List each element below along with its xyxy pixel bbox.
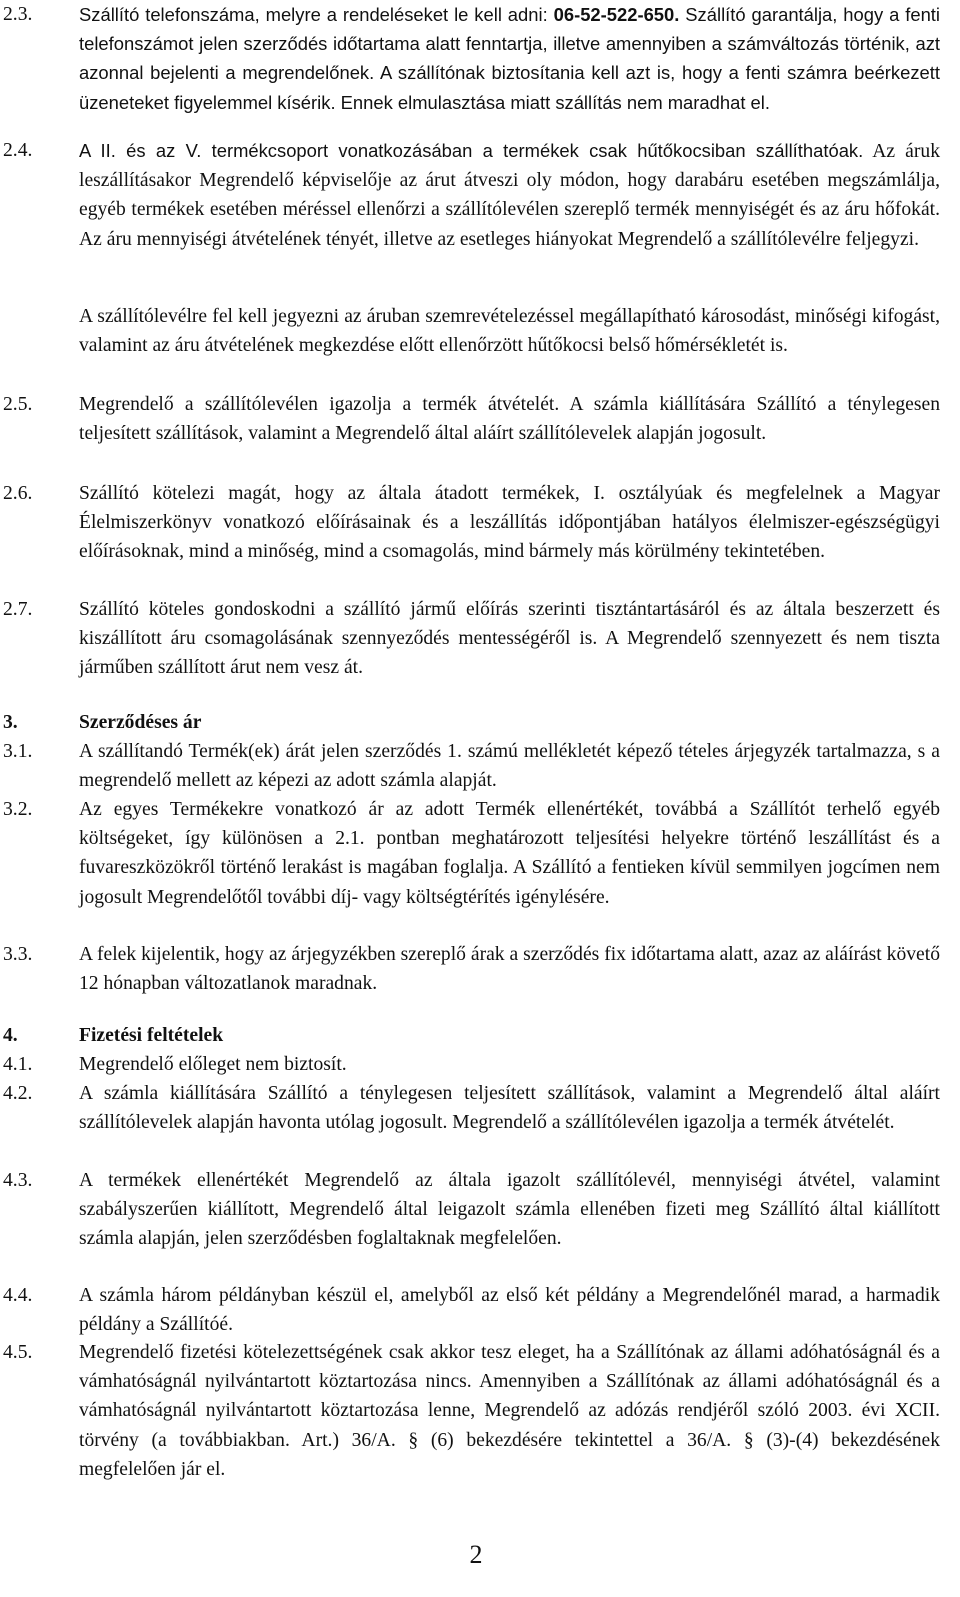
clause-text	[79, 0, 940, 117]
clause-number: 2.5.	[3, 394, 33, 415]
section-title: Fizetési feltételek	[79, 1025, 224, 1046]
clause-text-paragraph-2: A szállítólevélre fel kell jegyezni az áruban szemrevételezéssel megállapítható károsodást, minőségi kifogást, valamint az áru átvételének megkezdése előtt ellenőrzött hűtőkocsi belső hőmérsékletét is.	[79, 306, 940, 357]
clause-number: 4.1.	[3, 1054, 33, 1075]
clause-text: A termékek ellenértékét Megrendelő az általa igazolt szállítólevél, mennyiségi átvétel, valamint szabályszerűen kiállított, Megrendelő által leigazolt számla ellenében fizeti meg Szállító által kiállított számla alapján, jelen szerződésben foglaltaknak megfelelően.	[79, 1170, 940, 1250]
clause-text-intro: Szállító telefonszáma, melyre a rendeléseket le kell adni:	[79, 4, 554, 25]
page-number: 2	[469, 1540, 483, 1569]
clause-text-rest: Szállító garantálja, hogy a fenti telefonszámot jelen szerződés időtartama alatt fenntartja, illetve amennyiben a számváltozás történik, azt azonnal bejelenti a megrendelőnek. A szállítónak biztosítania kell azt is, hogy a fenti számra beérkezett üzeneteket figyelemmel kísérik. Ennek elmulasztása miatt szállítás nem maradhat el.	[79, 4, 940, 113]
section-number: 4.	[3, 1025, 18, 1046]
clause-text: A számla kiállítására Szállító a ténylegesen teljesített szállítások, valamint a Megrendelő által aláírt szállítólevelek alapján havonta utólag jogosult. Megrendelő a szállítólevélen igazolja a termék átvételét.	[79, 1083, 940, 1134]
phone-number: 06-52-522-650.	[553, 4, 680, 25]
clause-number: 2.3.	[3, 4, 33, 25]
clause-text: A számla három példányban készül el, amelyből az első két példány a Megrendelőnél marad, a harmadik példány a Szállítóé.	[79, 1285, 940, 1336]
section-title: Szerződéses ár	[79, 712, 202, 733]
section-number: 3.	[3, 712, 18, 733]
clause-text: Megrendelő fizetési kötelezettségének csak akkor tesz eleget, ha a Szállítónak az állami adóhatóságnál és a vámhatóságnál nyilvántartott köztartozása nincs. Amennyiben a Szállítónak az állami adóhatóságnál és a vámhatóságnál nyilvántartott köztartozása lenne, Megrendelő az adózás rendjéről szóló 2003. évi XCII. törvény (a továbbiakban. Art.) 36/A. § (6) bekezdésére tekintettel a 36/A. § (3)-(4) bekezdésének megfelelően jár el.	[79, 1342, 940, 1480]
clause-text: Megrendelő a szállítólevélen igazolja a termék átvételét. A számla kiállítására Szállító a ténylegesen teljesített szállítások, valamint a Megrendelő által aláírt szállítólevelek alapján jogosult.	[79, 394, 940, 445]
clause-text-rest: Az áruk leszállításakor Megrendelő képviselője az árut átveszi oly módon, hogy darabáru esetében megszámlálja, egyéb termékek esetében méréssel ellenőrzi a szállítólevélen szereplő termék mennyiségét és az áru hőfokát. Az áru mennyiségi átvételének tényét, illetve az esetleges hiányokat Megrendelő a szállítólevélre feljegyzi.	[79, 141, 940, 250]
clause-number: 2.4.	[3, 140, 33, 161]
clause-number: 2.6.	[3, 483, 33, 504]
clause-number: 4.2.	[3, 1083, 33, 1104]
clause-text: Megrendelő előleget nem biztosít.	[79, 1054, 347, 1075]
clause-text: A szállítandó Termék(ek) árát jelen szerződés 1. számú mellékletét képező tételes árjegyzék tartalmazza, s a megrendelő mellett az képezi az adott számla alapját.	[79, 741, 940, 792]
clause-number: 4.3.	[3, 1170, 33, 1191]
clause-text: Az egyes Termékekre vonatkozó ár az adott Termék ellenértékét, továbbá a Szállítót terhelő egyéb költségeket, így különösen a 2.1. pontban meghatározott teljesítési helyekre történő leszállítást és a fuvareszközökről történő lerakást is magában foglalja. A Szállító a fentieken kívül semmilyen jogcímen nem jogosult Megrendelőtől további díj- vagy költségtérítés igénylésére.	[79, 799, 940, 908]
clause-number: 3.2.	[3, 799, 33, 820]
clause-number: 2.7.	[3, 599, 33, 620]
clause-text: Szállító kötelezi magát, hogy az általa átadott termékek, I. osztályúak és megfelelnek a Magyar Élelmiszerkönyv vonatkozó előírásainak és a leszállítás időpontjában hatályos élelmiszer-egészségügyi előírásoknak, mind a minőség, mind a csomagolás, mind bármely más körülmény tekintetében.	[79, 483, 940, 563]
clause-number: 3.1.	[3, 741, 33, 762]
clause-text-intro: A II. és az V. termékcsoport vonatkozásában a termékek csak hűtőkocsiban szállíthatóak.	[79, 140, 864, 161]
clause-number: 3.3.	[3, 944, 33, 965]
clause-number: 4.5.	[3, 1342, 33, 1363]
clause-text: A felek kijelentik, hogy az árjegyzékben szereplő árak a szerződés fix időtartama alatt, azaz az aláírást követő 12 hónapban változatlanok maradnak.	[79, 944, 940, 995]
clause-number: 4.4.	[3, 1285, 33, 1306]
clause-text	[79, 136, 940, 254]
clause-text: Szállító köteles gondoskodni a szállító jármű előírás szerinti tisztántartásáról és az általa beszerzett és kiszállított áru csomagolásának szennyeződés mentességéről is. A Megrendelő szennyezett és nem tiszta járműben szállított árut nem vesz át.	[79, 599, 940, 679]
